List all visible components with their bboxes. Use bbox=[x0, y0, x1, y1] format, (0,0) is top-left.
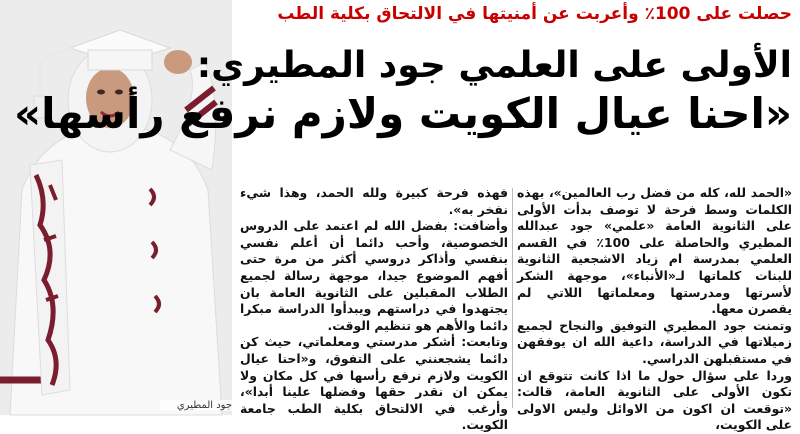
paragraph: «الحمد لله، كله من فضل رب العالمين»، بهذه الكلمات وسط فرحة لا توصف بدأت الأولى على الثانوية العامة «علمي» جود عبدالله المطيري والحاصلة على 100٪ في القسم العلمي بمدرسة ام زياد الاشجعية الثانوية للبنات كلماتها لـ«الأنباء»، موجهة الشكر لأسرتها ومدرستها ومعلماتها اللاتي لم يقصرن معها. bbox=[517, 185, 792, 317]
article-column-right bbox=[517, 185, 792, 433]
article-kicker: حصلت على 100٪ وأعربت عن أمنيتها في الالتحاق بكلية الطب bbox=[277, 4, 792, 24]
paragraph: وردا على سؤال حول ما اذا كانت تتوقع ان تكون الأولى على الثانوية العامة، قالت: «توقعت ان اكون من الاوائل وليس الاولى على الكويت، bbox=[517, 367, 792, 433]
headline-line-2: «احنا عيال الكويت ولازم نرفع رأسها» bbox=[14, 89, 792, 138]
paragraph: وأضافت: بفضل الله لم اعتمد على الدروس الخصوصية، وأحب دائما أن أعلم نفسي بنفسي وأذاكر دروسي أكثر من مرة حتى أفهم الموضوع جيدا، موجهة رسالة لجميع الطلاب المقبلين على الثانوية العامة بان يجتهدوا في دراستهم ويبدأوا الدراسة مبكرا دائما والأهم هو تنظيم الوقت. bbox=[240, 218, 508, 333]
paragraph: فهذه فرحة كبيرة ولله الحمد، وهذا شيء نفخر به». bbox=[240, 185, 508, 217]
photo-caption: جود المطيري bbox=[160, 400, 234, 411]
headline bbox=[14, 44, 792, 140]
headline-line-1: الأولى على العلمي جود المطيري: bbox=[196, 45, 792, 86]
paragraph: وتابعت: أشكر مدرستي ومعلماتي، حيث كن دائما يشجعنني على التفوق، و«احنا عيال الكويت ولازم نرفع رأسها في كل مكان ولا يمكن ان نقدر حقها وفضلها علينا أبدا»، وأرغب في الالتحاق بكلية الطب جامعة الكويت. bbox=[240, 334, 508, 433]
article-column-left bbox=[240, 185, 508, 433]
paragraph: وتمنت جود المطيري التوفيق والنجاح لجميع زميلاتها في الدراسة، داعية الله ان يوفقهن في مستقبلهن الدراسي. bbox=[517, 317, 792, 366]
column-divider bbox=[512, 188, 513, 408]
